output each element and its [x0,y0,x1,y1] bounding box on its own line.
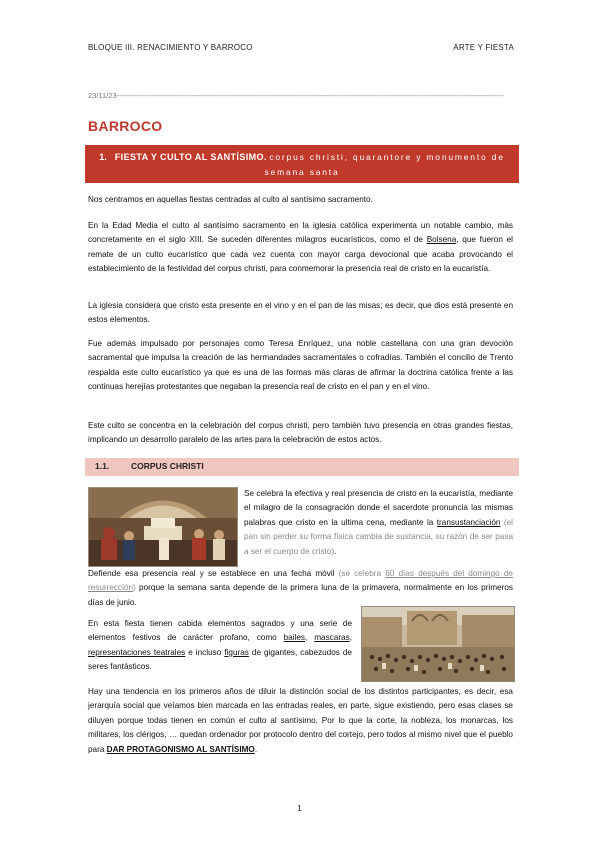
header-right-text: ARTE Y FIESTA [453,43,514,52]
paragraph-text: En la Edad Media el culto al santísimo sacramento en la iglesia católica experimenta un notable cambio, más concretamente en el siglo XIII. Se suceden diferentes milagros eucarísticos, como el de [88,221,513,245]
paragraph-culto: Este culto se concentra en la celebración del corpus christi, pero también tuvo presencia en otras grandes fiestas, implicando un desarrollo paralelo de las artes para la celebración de estos actos. [88,421,513,445]
paragraph-text: Defiende esa presencia real y se establece en una fecha móvil [88,569,335,578]
paragraph-text: Hay una tendencia en los primeros años de diluir la distinción social de los distintos participantes, es decir, esa jerarquía social que veíamos bien marcada en las entradas reales, en parte, sigue existiendo, pero esas clases se diluyen porque todas tienen en común el culto al santísimo. Por lo que la corte, la nobleza, los monarcas, los militares, los clérigos, … quedan ordenador por protocolo dentro del cortejo, pero todos al mismo nivel que el pueblo para [88,687,513,754]
paragraph-text: de gigantes, cabezudos de seres fantásticos. [88,647,352,672]
procession-illustration [362,607,514,681]
paragraph-text: En esta fiesta tienen cabida elementos sagrados y una serie de elementos festivos de carácter profano, como [88,619,352,643]
link-bolsena[interactable]: Bolsena [426,235,457,245]
paragraph-text: . [254,744,258,754]
grey-note: ) [133,583,136,593]
link-60-dias[interactable]: 60 días después del domingo de resurrección [88,569,513,593]
procession-painting-image [361,606,515,682]
paragraph-text: . [334,546,337,556]
emphasis-protagonismo: DAR PROTAGONISMO AL SANTÍSIMO [106,744,255,754]
grey-note: (el pan sin perder su forma física cambia de sustancia, su razón de ser pasa a ser el cuerpo de cristo) [244,517,513,556]
section-heading-1 [85,145,519,183]
link-transustanciacion[interactable]: transustanciación [436,517,501,527]
fresco-illustration [89,488,237,566]
paragraph-text: e incluso [185,647,225,657]
paragraph-eucaristia [244,487,513,559]
paragraph-edad-media [88,219,513,277]
section-subtitle-1: corpus christi, quarantore y monumento de [269,152,505,162]
subsection-title: CORPUS CHRISTI [131,461,204,471]
subsection-heading-corpus [85,458,519,476]
link-figuras[interactable]: figuras [224,647,249,657]
paragraph-text: , que fueron el remate de un culto eucarístico que cada vez cuenta con mayor carga devocional que acaba provocando el establecimiento de la festividad del corpus christi, para conmemorar la presencia real de cristo en la eucaristía. [88,235,513,274]
paragraph-jerarquia-social [88,685,513,757]
paragraph-text: porque la semana santa depende de la primera luna de la primavera, normalmente en los primeros días de junio. [88,583,513,607]
page-title: BARROCO [88,118,163,134]
link-mascaras[interactable]: mascaras [314,633,350,643]
page-number: 1 [297,803,302,813]
paragraph-text: Se celebra la efectiva y real presencia de cristo en la eucaristía, mediante el milagro de la consagración donde el sacerdote pronuncia las mismas palabras que cristo en la ultima cena, mediante la [244,489,513,527]
link-representaciones-teatrales[interactable]: representaciones teatrales [88,647,186,657]
grey-note: (se celebra [334,569,386,578]
paragraph-text: , [305,633,315,643]
link-bailes[interactable]: bailes [283,633,306,643]
paragraph-intro: Nos centramos en aquellas fiestas centradas al culto al santísimo sacramento. [88,195,373,204]
paragraph-elementos-festivos [88,617,352,675]
section-subtitle-2: semana santa [264,167,340,177]
fresco-mass-image [88,487,238,567]
section-title-bold: FIESTA Y CULTO AL SANTÍSIMO. [114,152,267,162]
section-number: 1. [99,152,107,162]
header-left-text: BLOQUE III. RENACIMIENTO Y BARROCO [88,43,253,52]
paragraph-fecha-movil [88,567,513,610]
paragraph-teresa-enriquez: Fue además impulsado por personajes como Teresa Enríquez, una noble castellana con una gran devoción sacramental que impulsa la creación de las hermandades sacramentales o cofradías. También el concilio de Trento respalda este culto eucarístico ya que es una de las formas más claras de afirmar la doctrina católica frente a las continuas herejías protestantes que negaban la presencia real de cristo en el pan y en el vino. [88,339,513,392]
paragraph-text: , [349,633,352,643]
paragraph-iglesia: La iglesia considera que cristo esta presente en el vino y en el pan de las misas; es decir, que dios está presente en estos elementos. [88,301,513,325]
date-line: 23/11/23----------------------------------------------------------------------------------------------------------------------------------------------------------- [88,91,504,100]
subsection-number: 1.1. [95,461,110,471]
